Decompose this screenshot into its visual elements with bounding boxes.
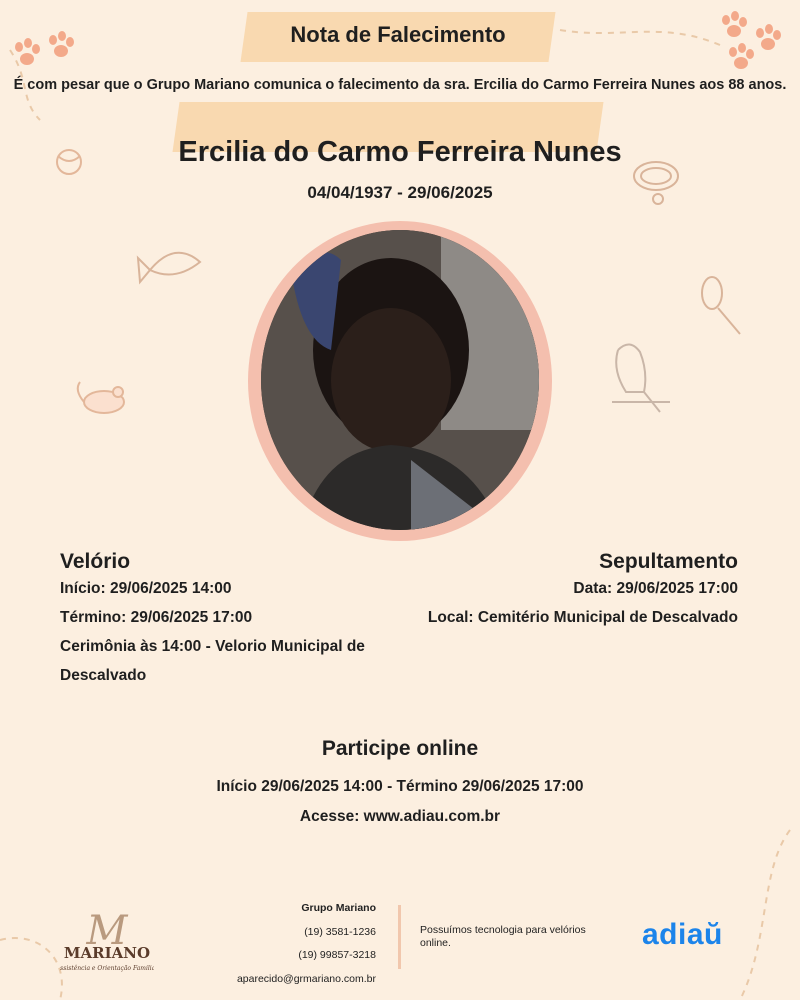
paw-icon: [729, 43, 754, 69]
paw-icon: [49, 31, 74, 57]
portrait-illustration: [261, 230, 539, 530]
email-link[interactable]: aparecido@grmariano.com.br: [236, 972, 376, 985]
phone-landline[interactable]: (19) 3581-1236: [304, 925, 376, 938]
brush-icon: [702, 277, 740, 334]
sepultamento-location: Local: Cemitério Municipal de Descalvado: [427, 609, 738, 626]
online-title: Participe online: [321, 737, 479, 760]
footer-divider: [398, 905, 401, 969]
mouse-icon: [78, 382, 124, 413]
phone-mobile[interactable]: (19) 99857-3218: [298, 949, 376, 961]
velorio-end: Término: 29/06/2025 17:00: [60, 609, 253, 626]
logo-text: MARIANO: [63, 944, 151, 962]
velorio-section: [60, 550, 390, 690]
sepultamento-title: Sepultamento: [599, 550, 738, 573]
portrait-photo: [261, 230, 539, 530]
mariano-logo-mark: [60, 902, 154, 980]
paw-icon: [756, 24, 781, 50]
online-schedule: Início 29/06/2025 14:00 - Término 29/06/2025 17:00: [216, 778, 584, 795]
velorio-ceremony: Cerimônia às 14:00 - Velorio Municipal de Descalvado: [60, 638, 365, 684]
contact-block: [200, 897, 376, 991]
logo-subtext: Assistência e Orientação Familiar: [60, 965, 154, 972]
mariano-logo: [60, 902, 154, 980]
sepultamento-date: Data: 29/06/2025 17:00: [573, 580, 738, 597]
velorio-title: Velório: [60, 550, 131, 573]
paw-icon: [15, 38, 40, 65]
tech-note: Possuímos tecnologia para velórios online.: [420, 924, 586, 949]
announcement-text: É com pesar que o Grupo Mariano comunica o falecimento da sra. Ercilia do Carmo Ferreira Nunes aos 88 anos.: [13, 77, 787, 93]
parakeet-icon: [612, 344, 670, 412]
life-dates: 04/04/1937 - 29/06/2025: [307, 183, 493, 202]
deceased-name: Ercilia do Carmo Ferreira Nunes: [178, 136, 622, 168]
velorio-start: Início: 29/06/2025 14:00: [60, 580, 232, 597]
adiau-logo[interactable]: adiaŭ: [642, 918, 723, 951]
fish-icon: [138, 253, 200, 282]
paw-icon: [722, 11, 747, 37]
online-access-link[interactable]: Acesse: www.adiau.com.br: [299, 808, 501, 825]
svg-text:M: M: [86, 908, 128, 954]
banner-title: Nota de Falecimento: [290, 22, 506, 47]
sepultamento-section: [378, 550, 738, 632]
company-name: Grupo Mariano: [301, 902, 376, 914]
